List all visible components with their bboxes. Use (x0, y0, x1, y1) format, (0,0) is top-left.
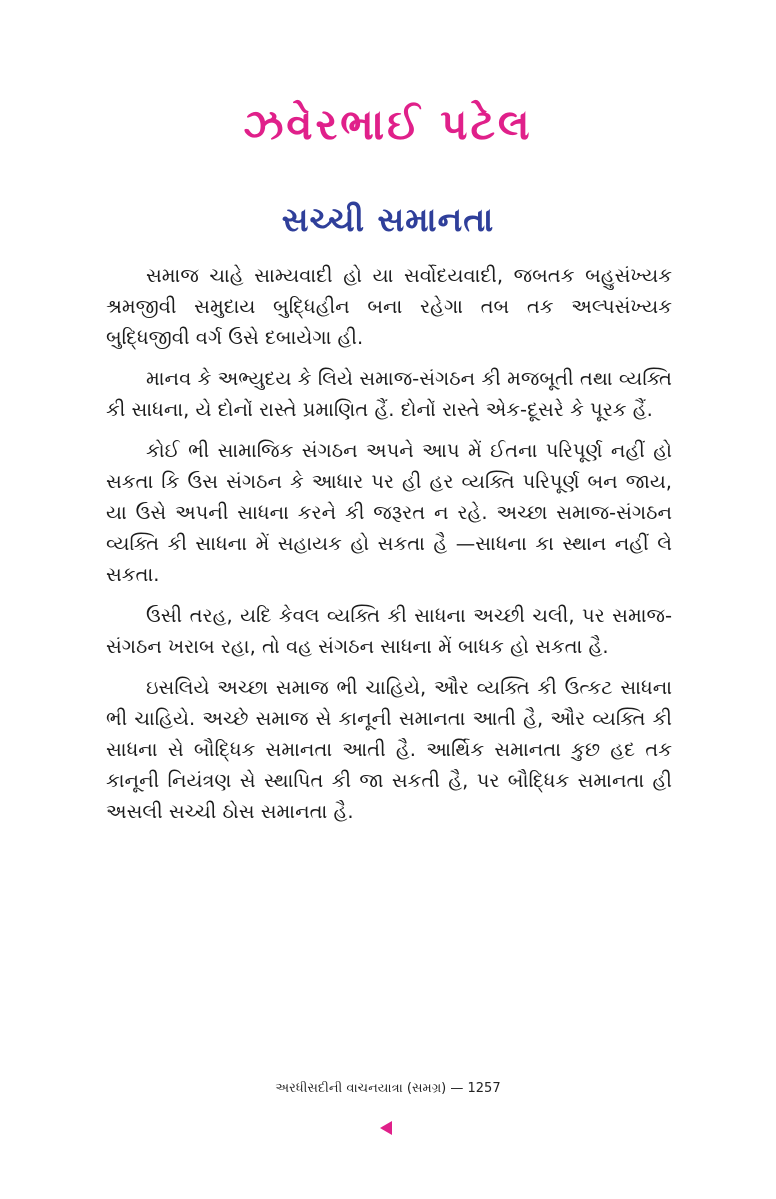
article-body (106, 260, 672, 837)
author-name: ઝવેરભાઈ પટેલ (243, 100, 533, 149)
article-title: સચ્ચી સમાનતા (281, 200, 495, 239)
triangle-left-icon[interactable] (380, 1121, 392, 1135)
paragraph: સમાજ ચાહે સામ્યવાદી હો યા સર્વોદયવાદી, જબતક બહુસંખ્યક શ્રમજીવી સમુદાય બુદ્ધિહીન બના રહેગા તબ તક અલ્પસંખ્યક બુદ્ધિજીવી વર્ગ ઉસે દબાયેગા હી. (106, 264, 672, 349)
paragraph: ઇસલિયે અચ્છા સમાજ ભી ચાહિયે, ઔર વ્યક્તિ કી ઉત્કટ સાધના ભી ચાહિયે. અચ્છે સમાજ સે કાનૂની સમાનતા આતી હૈ, ઔર વ્યક્તિ કી સાધના સે બૌદ્ધિક સમાનતા આતી હૈ. આર્થિક સમાનતા કુછ હદ તક કાનૂની નિયંત્રણ સે સ્થાપિત કી જા સકતી હૈ, પર બૌદ્ધિક સમાનતા હી અસલી સચ્ચી ઠોસ સમાનતા હૈ. (106, 676, 672, 823)
page-footer: અરધીસદીની વાચનયાત્રા (સમગ્ર) — 1257 (275, 1081, 501, 1096)
paragraph: કોઈ ભી સામાજિક સંગઠન અપને આપ મેં ઈતના પરિપૂર્ણ નહીં હો સકતા કિ ઉસ સંગઠન કે આધાર પર હી હર વ્યક્તિ પરિપૂર્ણ બન જાય, યા ઉસે અપની સાધના કરને કી જરૂરત ન રહે. અચ્છા સમાજ-સંગઠન વ્યક્તિ કી સાધના મેં સહાયક હો સકતા હૈ —સાધના કા સ્થાન નહીં લે સકતા. (106, 439, 672, 586)
paragraph: માનવ કે અભ્યુદય કે લિયે સમાજ-સંગઠન કી મજબૂતી તથા વ્યક્તિ કી સાધના, યે દોનોં રાસ્તે પ્રમાણિત હૈં. દોનોં રાસ્તે એક-દૂસરે કે પૂરક હૈં. (106, 367, 672, 421)
paragraph: ઉસી તરહ, યદિ કેવલ વ્યક્તિ કી સાધના અચ્છી ચલી, પર સમાજ-સંગઠન ખરાબ રહા, તો વહ સંગઠન સાધના મેં બાધક હો સકતા હૈ. (106, 604, 672, 658)
